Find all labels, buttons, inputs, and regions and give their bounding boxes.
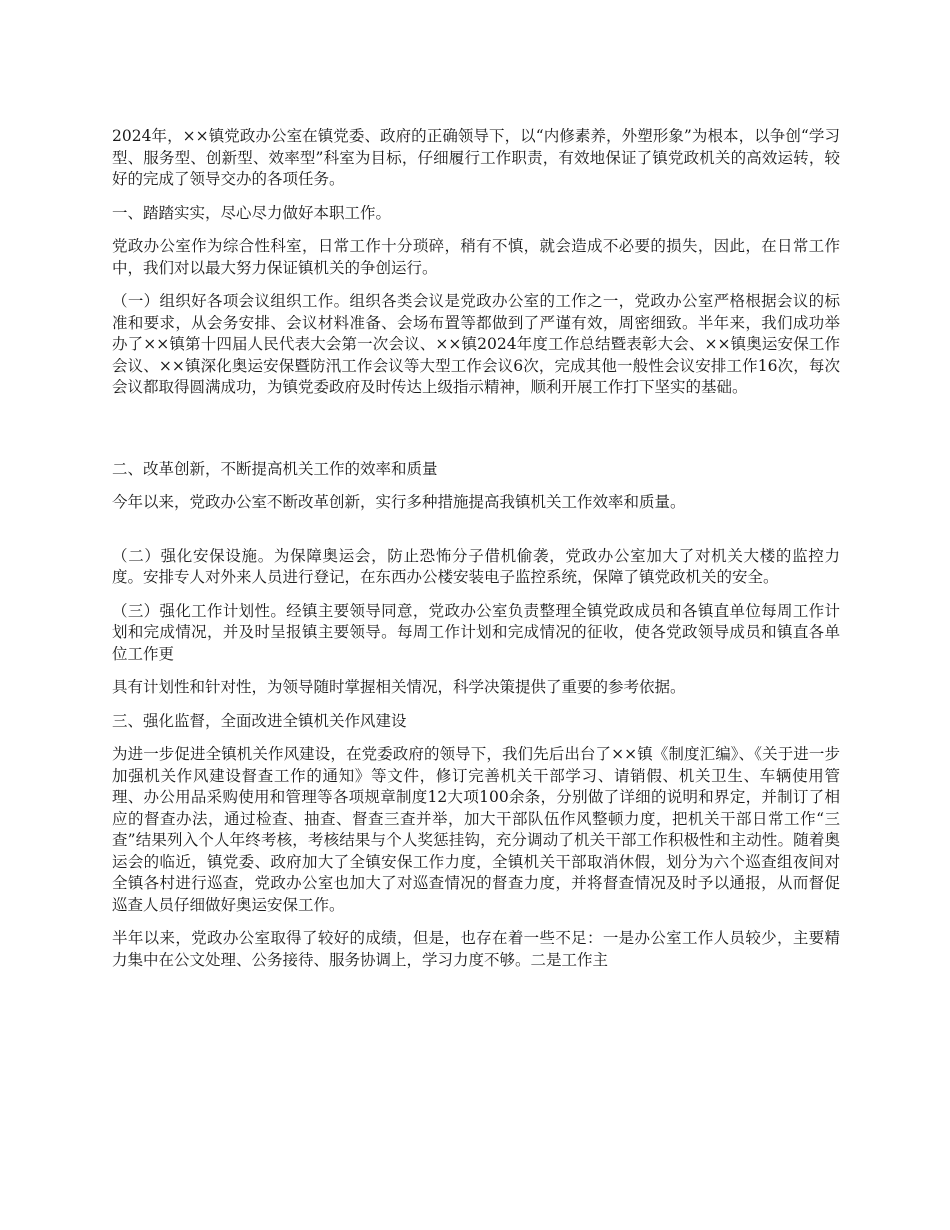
body-paragraph: （一）组织好各项会议组织工作。组织各类会议是党政办公室的工作之一，党政办公室严格根据会议的标准和要求，从会务安排、会议材料准备、会场布置等都做到了严谨有效，周密细致。半年来，我们成功举办了××镇第十四届人民代表大会第一次会议、××镇2024年度工作总结暨表彰大会、××镇奥运安保工作会议、××镇深化奥运安保暨防汛工作会议等大型工作会议6次，完成其他一般性会议安排工作16次，每次会议都取得圆满成功，为镇党委政府及时传达上级指示精神，顺利开展工作打下坚实的基础。 <box>112 292 840 396</box>
section-heading-2: 二、改革创新，不断提高机关工作的效率和质量 <box>112 459 438 478</box>
intro-paragraph: 2024年，××镇党政办公室在镇党委、政府的正确领导下，以“内修素养，外塑形象”为根本，以争创“学习型、服务型、创新型、效率型”科室为目标，仔细履行工作职责，有效地保证了镇党政机关的高效运转，较好的完成了领导交办的各项任务。 <box>112 127 840 188</box>
body-paragraph: 具有计划性和针对性，为领导随时掌握相关情况，科学决策提供了重要的参考依据。 <box>112 678 686 696</box>
section-heading-3: 三、强化监督，全面改进全镇机关作风建设 <box>112 711 407 730</box>
document-body <box>112 126 840 983</box>
body-paragraph: 为进一步促进全镇机关作风建设，在党委政府的领导下，我们先后出台了××镇《制度汇编》、《关于进一步加强机关作风建设督查工作的通知》等文件，修订完善机关干部学习、请销假、机关卫生、车辆使用管理、办公用品采购使用和管理等各项规章制度12大项100余条，分别做了详细的说明和界定，并制订了相应的督查办法，通过检查、抽查、督查三查并举，加大干部队伍作风整顿力度，把机关干部日常工作“三查”结果列入个人年终考核，考核结果与个人奖惩挂钩，充分调动了机关干部工作积极性和主动性。随着奥运会的临近，镇党委、政府加大了全镇安保工作力度，全镇机关干部取消休假，划分为六个巡查组夜间对全镇各村进行巡查，党政办公室也加大了对巡查情况的督查力度，并将督查情况及时予以通报，从而督促巡查人员仔细做好奥运安保工作。 <box>112 745 840 914</box>
body-paragraph: 党政办公室作为综合性科室，日常工作十分琐碎，稍有不慎，就会造成不必要的损失，因此，在日常工作中，我们对以最大努力保证镇机关的争创运行。 <box>112 237 840 277</box>
body-paragraph: 今年以来，党政办公室不断改革创新，实行多种措施提高我镇机关工作效率和质量。 <box>112 493 686 511</box>
section-heading-1: 一、踏踏实实，尽心尽力做好本职工作。 <box>112 203 392 222</box>
spacer <box>112 526 840 546</box>
body-paragraph: 半年以来，党政办公室取得了较好的成绩，但是，也存在着一些不足：一是办公室工作人员较少，主要精力集中在公文处理、公务接待、服务协调上，学习力度不够。二是工作主 <box>112 929 840 969</box>
spacer <box>112 411 840 459</box>
body-paragraph: （二）强化安保设施。为保障奥运会，防止恐怖分子借机偷袭，党政办公室加大了对机关大楼的监控力度。安排专人对外来人员进行登记，在东西办公楼安装电子监控系统，保障了镇党政机关的安全。 <box>112 546 840 586</box>
body-paragraph: （三）强化工作计划性。经镇主要领导同意，党政办公室负责整理全镇党政成员和各镇直单位每周工作计划和完成情况，并及时呈报镇主要领导。每周工作计划和完成情况的征收，使各党政领导成员和镇直各单位工作更 <box>112 601 840 663</box>
